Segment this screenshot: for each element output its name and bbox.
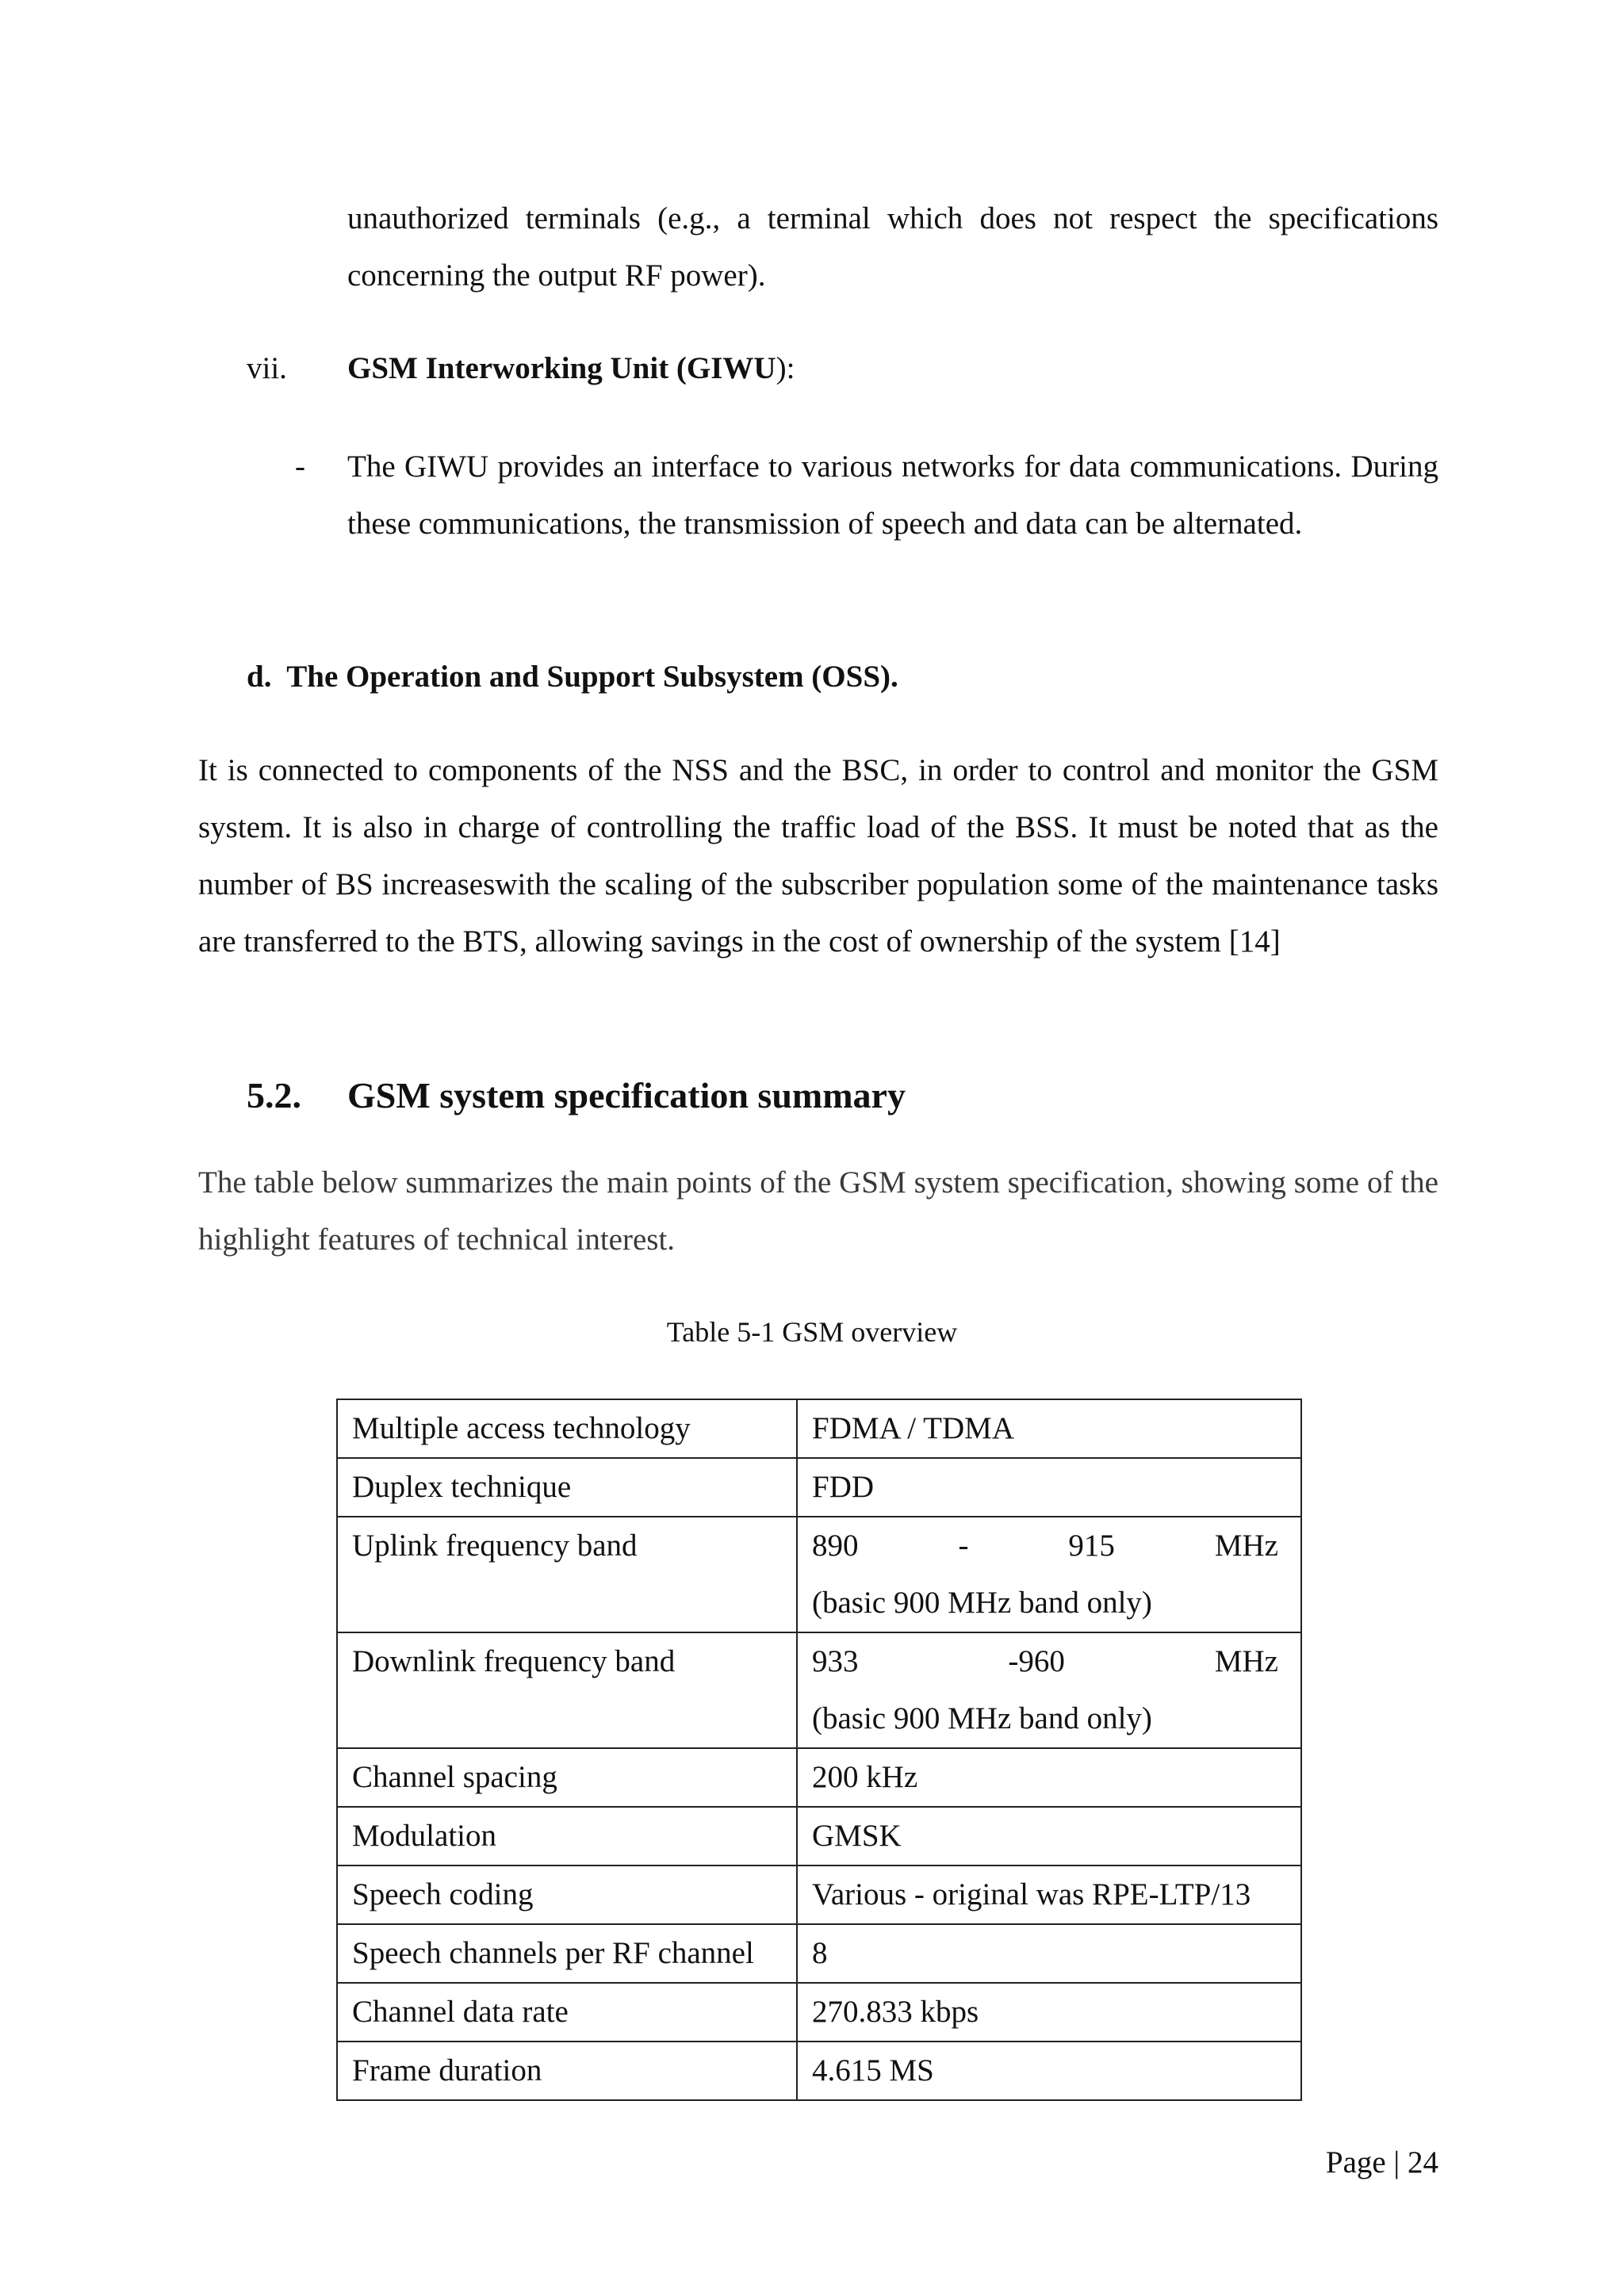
row-value: 4.615 MS xyxy=(797,2042,1301,2100)
table-row xyxy=(337,1632,1301,1748)
table-row xyxy=(337,2042,1301,2100)
uplink-band-note: (basic 900 MHz band only) xyxy=(812,1586,1152,1620)
list-numeral-vii: vii. xyxy=(247,351,287,385)
row-label: Frame duration xyxy=(337,2042,797,2100)
continuation-paragraph: unauthorized terminals (e.g., a terminal which does not respect the specifications concerning the output RF power). xyxy=(347,201,1438,293)
row-value: Various - original was RPE-LTP/13 xyxy=(797,1866,1301,1924)
giwu-heading xyxy=(347,340,795,397)
row-value: 200 kHz xyxy=(797,1748,1301,1807)
giwu-heading-bold: GSM Interworking Unit (GIWU xyxy=(347,351,776,385)
table-row xyxy=(337,1748,1301,1807)
range-part: MHz xyxy=(1214,1529,1278,1563)
row-label: Multiple access technology xyxy=(337,1399,797,1458)
row-value: FDMA / TDMA xyxy=(797,1399,1301,1458)
giwu-description: The GIWU provides an interface to various networks for data communications. During these communications, the transmission of speech and data can be alternated. xyxy=(347,450,1438,541)
row-label: Uplink frequency band xyxy=(337,1517,797,1632)
table-row xyxy=(337,1983,1301,2042)
row-value xyxy=(797,1632,1301,1748)
range-part: 890 xyxy=(812,1529,859,1563)
row-label: Speech channels per RF channel xyxy=(337,1924,797,1983)
row-label: Speech coding xyxy=(337,1866,797,1924)
table-row xyxy=(337,1924,1301,1983)
page-number: Page | 24 xyxy=(1325,2145,1438,2179)
row-label: Duplex technique xyxy=(337,1458,797,1517)
downlink-band-note: (basic 900 MHz band only) xyxy=(812,1701,1152,1735)
row-label: Channel spacing xyxy=(337,1748,797,1807)
range-part: MHz xyxy=(1214,1644,1278,1678)
table-caption: Table 5-1 GSM overview xyxy=(666,1316,958,1348)
downlink-band-range xyxy=(812,1633,1286,1690)
row-value: 8 xyxy=(797,1924,1301,1983)
section-title: GSM system specification summary xyxy=(347,1075,906,1115)
row-label: Downlink frequency band xyxy=(337,1632,797,1748)
table-row xyxy=(337,1399,1301,1458)
row-value: 270.833 kbps xyxy=(797,1983,1301,2042)
row-label: Channel data rate xyxy=(337,1983,797,2042)
row-value: GMSK xyxy=(797,1807,1301,1866)
giwu-heading-suffix: ): xyxy=(776,351,795,385)
gsm-overview-table xyxy=(336,1399,1302,2101)
oss-heading: d. The Operation and Support Subsystem (OSS). xyxy=(247,660,898,694)
section-number: 5.2. xyxy=(247,1075,301,1115)
table-row xyxy=(337,1807,1301,1866)
table-row xyxy=(337,1517,1301,1632)
uplink-band-range xyxy=(812,1517,1286,1575)
range-part: 933 xyxy=(812,1644,859,1678)
row-label: Modulation xyxy=(337,1807,797,1866)
range-part: - xyxy=(958,1529,969,1563)
table-row xyxy=(337,1866,1301,1924)
section-intro-paragraph: The table below summarizes the main points of the GSM system specification, showing some of the highlight features of technical interest. xyxy=(198,1165,1438,1257)
row-value xyxy=(797,1517,1301,1632)
range-part: 915 xyxy=(1068,1529,1115,1563)
table-row xyxy=(337,1458,1301,1517)
range-part: -960 xyxy=(1008,1644,1065,1678)
bullet-dash: - xyxy=(295,450,305,484)
oss-paragraph: It is connected to components of the NSS and the BSC, in order to control and monitor the GSM system. It is also in charge of controlling the traffic load of the BSS. It must be noted that as the number of BS increaseswith the scaling of the subscriber population some of the maintenance tasks are transferred to the BTS, allowing savings in the cost of ownership of the system [14] xyxy=(198,753,1438,959)
row-value: FDD xyxy=(797,1458,1301,1517)
